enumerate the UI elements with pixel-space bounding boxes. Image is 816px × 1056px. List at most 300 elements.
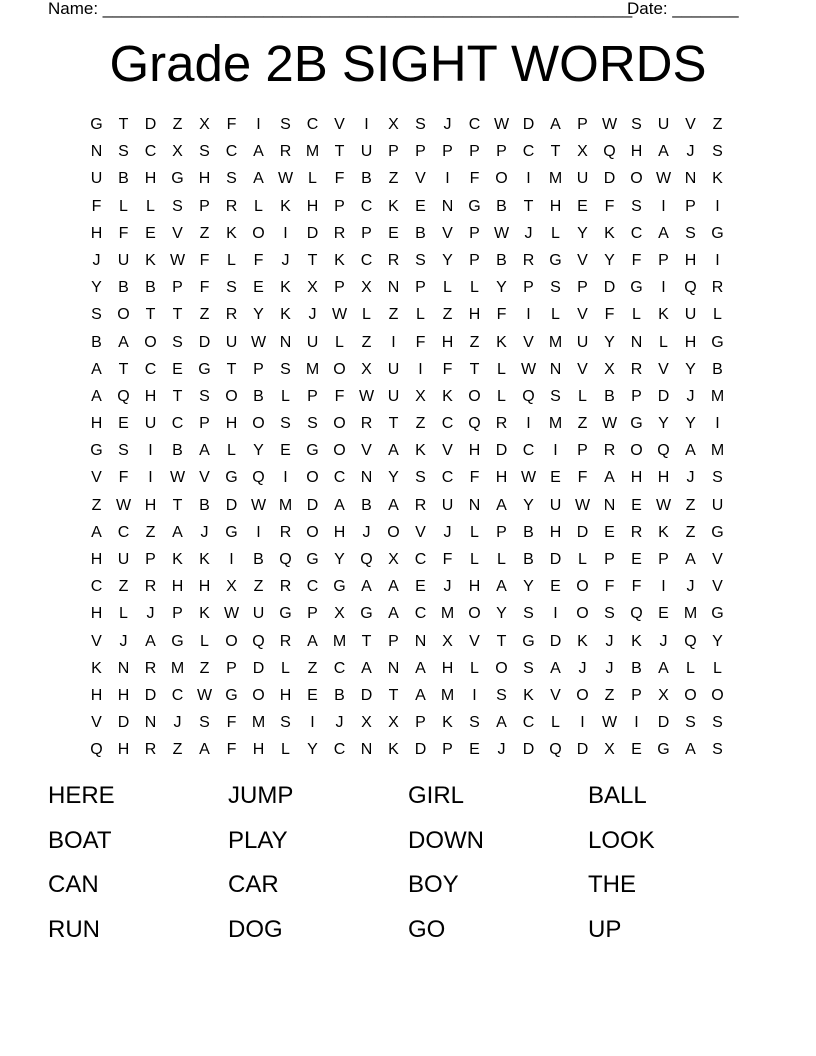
grid-letter[interactable]: D <box>144 686 157 704</box>
grid-letter[interactable]: K <box>280 197 291 215</box>
grid-letter[interactable]: G <box>333 578 346 596</box>
grid-letter[interactable]: J <box>200 523 209 541</box>
grid-letter[interactable]: E <box>415 578 426 596</box>
grid-letter[interactable]: S <box>469 714 480 732</box>
grid-letter[interactable]: H <box>117 741 130 759</box>
grid-letter[interactable]: B <box>604 387 615 405</box>
grid-letter[interactable]: P <box>631 387 642 405</box>
grid-letter[interactable]: G <box>90 442 103 460</box>
grid-letter[interactable]: H <box>495 469 508 487</box>
grid-letter[interactable]: G <box>711 523 724 541</box>
grid-letter[interactable]: Y <box>523 496 534 514</box>
grid-letter[interactable]: V <box>712 551 723 568</box>
grid-letter[interactable]: W <box>250 333 267 351</box>
grid-letter[interactable]: Y <box>685 360 696 378</box>
grid-letter[interactable]: U <box>360 143 373 161</box>
grid-letter[interactable]: Y <box>685 415 696 433</box>
grid-letter[interactable]: L <box>119 197 128 215</box>
grid-letter[interactable]: L <box>443 279 452 297</box>
grid-letter[interactable]: E <box>550 578 561 596</box>
grid-letter[interactable]: B <box>415 224 426 242</box>
grid-letter[interactable]: S <box>199 143 210 161</box>
grid-letter[interactable]: E <box>118 415 129 433</box>
grid-letter[interactable]: S <box>685 714 696 732</box>
grid-letter[interactable]: J <box>578 659 587 677</box>
grid-letter[interactable]: A <box>496 496 507 514</box>
grid-letter[interactable]: X <box>604 360 615 378</box>
grid-letter[interactable]: Q <box>549 741 562 759</box>
grid-letter[interactable]: Z <box>577 415 588 433</box>
grid-letter[interactable]: V <box>91 632 102 650</box>
grid-letter[interactable]: T <box>469 360 480 378</box>
grid-letter[interactable]: G <box>657 741 670 759</box>
grid-letter[interactable]: Z <box>199 224 210 242</box>
grid-letter[interactable]: I <box>661 578 666 596</box>
grid-letter[interactable]: Z <box>172 741 183 759</box>
grid-letter[interactable]: A <box>685 551 696 568</box>
grid-letter[interactable]: W <box>331 306 348 324</box>
grid-letter[interactable]: W <box>520 469 537 487</box>
grid-letter[interactable]: F <box>118 224 129 242</box>
grid-letter[interactable]: S <box>685 224 696 242</box>
grid-letter[interactable]: A <box>145 632 156 650</box>
grid-letter[interactable]: P <box>577 279 588 297</box>
grid-letter[interactable]: A <box>199 442 210 460</box>
grid-letter[interactable]: F <box>253 251 264 269</box>
grid-letter[interactable]: V <box>361 442 372 460</box>
grid-letter[interactable]: F <box>604 197 615 215</box>
grid-letter[interactable]: L <box>227 442 236 460</box>
grid-letter[interactable]: K <box>226 224 237 242</box>
grid-letter[interactable]: C <box>90 578 103 596</box>
grid-letter[interactable]: C <box>306 116 319 133</box>
grid-letter[interactable]: H <box>657 469 670 487</box>
grid-letter[interactable]: E <box>280 442 291 460</box>
grid-letter[interactable]: U <box>657 116 670 133</box>
grid-letter[interactable]: G <box>171 170 184 188</box>
grid-letter[interactable]: U <box>549 496 562 514</box>
grid-letter[interactable]: R <box>279 578 292 596</box>
grid-letter[interactable]: P <box>658 551 669 568</box>
grid-letter[interactable]: E <box>253 279 264 297</box>
grid-letter[interactable]: O <box>333 442 346 460</box>
grid-letter[interactable]: V <box>199 469 210 487</box>
grid-letter[interactable]: X <box>199 116 210 133</box>
grid-letter[interactable]: F <box>226 714 237 732</box>
grid-letter[interactable]: P <box>226 659 237 677</box>
grid-letter[interactable]: R <box>144 741 157 759</box>
grid-letter[interactable]: I <box>553 605 558 623</box>
grid-letter[interactable]: T <box>388 415 399 433</box>
grid-letter[interactable]: O <box>468 387 481 405</box>
grid-letter[interactable]: N <box>387 279 400 297</box>
grid-letter[interactable]: M <box>548 333 563 351</box>
grid-letter[interactable]: N <box>549 360 562 378</box>
grid-letter[interactable]: S <box>496 686 507 704</box>
grid-letter[interactable]: E <box>604 523 615 541</box>
grid-letter[interactable]: P <box>145 551 156 568</box>
grid-letter[interactable]: E <box>577 197 588 215</box>
grid-letter[interactable]: Y <box>496 279 507 297</box>
grid-letter[interactable]: F <box>199 279 210 297</box>
grid-letter[interactable]: H <box>144 170 157 188</box>
grid-letter[interactable]: O <box>576 605 589 623</box>
grid-letter[interactable]: B <box>523 523 534 541</box>
grid-letter[interactable]: V <box>523 333 534 351</box>
grid-letter[interactable]: A <box>658 659 669 677</box>
grid-letter[interactable]: Q <box>117 387 130 405</box>
grid-letter[interactable]: K <box>199 551 210 568</box>
grid-letter[interactable]: C <box>441 469 454 487</box>
grid-letter[interactable]: I <box>715 415 720 433</box>
grid-letter[interactable]: D <box>603 170 616 188</box>
grid-letter[interactable]: M <box>332 632 347 650</box>
grid-letter[interactable]: U <box>576 170 589 188</box>
date-field[interactable]: Date: _______ <box>627 0 739 18</box>
grid-letter[interactable]: P <box>334 279 345 297</box>
grid-letter[interactable]: Y <box>91 279 102 297</box>
grid-letter[interactable]: T <box>334 143 345 161</box>
grid-letter[interactable]: U <box>684 306 697 324</box>
grid-letter[interactable]: R <box>495 415 508 433</box>
grid-letter[interactable]: W <box>277 170 294 188</box>
grid-letter[interactable]: H <box>441 659 454 677</box>
grid-letter[interactable]: A <box>685 442 696 460</box>
grid-letter[interactable]: N <box>90 143 103 161</box>
grid-letter[interactable]: C <box>522 143 535 161</box>
grid-letter[interactable]: I <box>310 714 315 732</box>
grid-letter[interactable]: H <box>90 686 103 704</box>
grid-letter[interactable]: L <box>146 197 155 215</box>
grid-letter[interactable]: R <box>630 360 643 378</box>
grid-letter[interactable]: F <box>334 387 345 405</box>
grid-letter[interactable]: J <box>686 387 695 405</box>
grid-letter[interactable]: F <box>577 469 588 487</box>
grid-letter[interactable]: L <box>254 197 263 215</box>
grid-letter[interactable]: D <box>414 741 427 759</box>
grid-letter[interactable]: K <box>442 714 453 732</box>
grid-letter[interactable]: P <box>631 686 642 704</box>
grid-letter[interactable]: T <box>226 360 237 378</box>
grid-letter[interactable]: N <box>360 469 373 487</box>
grid-letter[interactable]: I <box>256 523 261 541</box>
grid-letter[interactable]: D <box>144 116 157 133</box>
grid-letter[interactable]: A <box>388 442 399 460</box>
grid-letter[interactable]: C <box>360 251 373 269</box>
grid-letter[interactable]: A <box>361 659 372 677</box>
grid-letter[interactable]: X <box>388 116 399 133</box>
grid-letter[interactable]: G <box>630 415 643 433</box>
grid-letter[interactable]: D <box>549 632 562 650</box>
grid-letter[interactable]: P <box>496 143 507 161</box>
grid-letter[interactable]: H <box>90 224 103 242</box>
grid-letter[interactable]: J <box>659 632 668 650</box>
grid-letter[interactable]: K <box>91 659 102 677</box>
grid-letter[interactable]: H <box>144 387 157 405</box>
grid-letter[interactable]: B <box>712 360 723 378</box>
grid-letter[interactable]: K <box>523 686 534 704</box>
grid-letter[interactable]: F <box>604 578 615 596</box>
grid-letter[interactable]: K <box>415 442 426 460</box>
grid-letter[interactable]: H <box>468 578 481 596</box>
grid-letter[interactable]: S <box>712 714 723 732</box>
grid-letter[interactable]: A <box>172 523 183 541</box>
grid-letter[interactable]: R <box>360 415 373 433</box>
grid-letter[interactable]: H <box>630 143 643 161</box>
grid-letter[interactable]: S <box>415 116 426 133</box>
grid-letter[interactable]: P <box>334 197 345 215</box>
grid-letter[interactable]: W <box>169 251 186 269</box>
grid-letter[interactable]: Q <box>603 143 616 161</box>
grid-letter[interactable]: D <box>225 496 238 514</box>
grid-letter[interactable]: K <box>388 197 399 215</box>
grid-letter[interactable]: R <box>603 442 616 460</box>
grid-letter[interactable]: L <box>497 551 506 568</box>
grid-letter[interactable]: C <box>144 143 157 161</box>
grid-letter[interactable]: Z <box>469 333 480 351</box>
grid-letter[interactable]: O <box>144 333 157 351</box>
grid-letter[interactable]: P <box>415 143 426 161</box>
grid-letter[interactable]: G <box>306 442 319 460</box>
grid-letter[interactable]: G <box>225 523 238 541</box>
grid-letter[interactable]: E <box>631 551 642 568</box>
grid-letter[interactable]: L <box>470 551 479 568</box>
grid-letter[interactable]: H <box>684 333 697 351</box>
grid-letter[interactable]: D <box>306 496 319 514</box>
grid-letter[interactable]: B <box>253 387 264 405</box>
grid-letter[interactable]: P <box>388 143 399 161</box>
grid-letter[interactable]: C <box>522 714 535 732</box>
grid-letter[interactable]: X <box>361 279 372 297</box>
grid-letter[interactable]: A <box>658 224 669 242</box>
grid-letter[interactable]: M <box>710 387 725 405</box>
grid-letter[interactable]: T <box>550 143 561 161</box>
grid-letter[interactable]: C <box>117 523 130 541</box>
grid-letter[interactable]: V <box>712 578 723 596</box>
grid-letter[interactable]: A <box>604 469 615 487</box>
grid-letter[interactable]: B <box>361 170 372 188</box>
grid-letter[interactable]: K <box>199 605 210 623</box>
grid-letter[interactable]: R <box>225 197 238 215</box>
grid-letter[interactable]: A <box>91 387 102 405</box>
grid-letter[interactable]: C <box>360 197 373 215</box>
grid-letter[interactable]: M <box>710 442 725 460</box>
grid-letter[interactable]: J <box>686 143 695 161</box>
grid-letter[interactable]: V <box>469 632 480 650</box>
grid-letter[interactable]: A <box>253 170 264 188</box>
grid-letter[interactable]: S <box>550 387 561 405</box>
grid-letter[interactable]: M <box>548 170 563 188</box>
grid-letter[interactable]: L <box>119 605 128 623</box>
grid-letter[interactable]: N <box>387 659 400 677</box>
grid-letter[interactable]: O <box>630 170 643 188</box>
grid-letter[interactable]: A <box>415 659 426 677</box>
grid-letter[interactable]: U <box>387 387 400 405</box>
grid-letter[interactable]: G <box>711 333 724 351</box>
grid-letter[interactable]: J <box>443 578 452 596</box>
grid-letter[interactable]: F <box>226 116 237 133</box>
grid-letter[interactable]: M <box>251 714 266 732</box>
grid-letter[interactable]: X <box>388 551 399 568</box>
grid-letter[interactable]: L <box>200 632 209 650</box>
grid-letter[interactable]: O <box>306 523 319 541</box>
grid-letter[interactable]: H <box>630 469 643 487</box>
grid-letter[interactable]: S <box>199 387 210 405</box>
grid-letter[interactable]: K <box>577 632 588 650</box>
grid-letter[interactable]: Z <box>361 333 372 351</box>
grid-letter[interactable]: D <box>522 116 535 133</box>
grid-letter[interactable]: C <box>171 415 184 433</box>
grid-letter[interactable]: Z <box>415 415 426 433</box>
grid-letter[interactable]: B <box>253 551 264 568</box>
grid-letter[interactable]: O <box>225 632 238 650</box>
grid-letter[interactable]: N <box>603 496 616 514</box>
grid-letter[interactable]: I <box>148 442 153 460</box>
grid-letter[interactable]: I <box>445 170 450 188</box>
grid-letter[interactable]: F <box>469 170 480 188</box>
grid-letter[interactable]: D <box>360 686 373 704</box>
grid-letter[interactable]: I <box>661 279 666 297</box>
grid-letter[interactable]: J <box>443 523 452 541</box>
grid-letter[interactable]: L <box>686 659 695 677</box>
grid-letter[interactable]: B <box>145 279 156 297</box>
grid-letter[interactable]: S <box>226 279 237 297</box>
grid-letter[interactable]: A <box>550 116 561 133</box>
grid-letter[interactable]: W <box>493 116 510 133</box>
grid-letter[interactable]: B <box>631 659 642 677</box>
grid-letter[interactable]: V <box>415 523 426 541</box>
grid-letter[interactable]: S <box>712 143 723 161</box>
grid-letter[interactable]: T <box>523 197 534 215</box>
grid-letter[interactable]: N <box>630 333 643 351</box>
grid-letter[interactable]: N <box>360 741 373 759</box>
grid-letter[interactable]: B <box>496 197 507 215</box>
grid-letter[interactable]: O <box>225 387 238 405</box>
grid-letter[interactable]: U <box>387 360 400 378</box>
grid-letter[interactable]: I <box>661 197 666 215</box>
grid-letter[interactable]: V <box>577 251 588 269</box>
grid-letter[interactable]: L <box>659 333 668 351</box>
grid-letter[interactable]: F <box>199 251 210 269</box>
grid-letter[interactable]: B <box>523 551 534 568</box>
grid-letter[interactable]: Q <box>360 551 373 568</box>
grid-letter[interactable]: P <box>172 605 183 623</box>
grid-letter[interactable]: Q <box>684 632 697 650</box>
grid-letter[interactable]: S <box>226 170 237 188</box>
grid-letter[interactable]: O <box>495 170 508 188</box>
grid-letter[interactable]: Y <box>577 224 588 242</box>
grid-letter[interactable]: M <box>548 415 563 433</box>
grid-letter[interactable]: W <box>601 714 618 732</box>
grid-letter[interactable]: D <box>603 279 616 297</box>
grid-letter[interactable]: F <box>631 578 642 596</box>
grid-letter[interactable]: M <box>683 605 698 623</box>
grid-letter[interactable]: X <box>307 279 318 297</box>
grid-letter[interactable]: X <box>226 578 237 596</box>
grid-letter[interactable]: B <box>118 279 129 297</box>
grid-letter[interactable]: B <box>199 496 210 514</box>
grid-letter[interactable]: A <box>685 741 696 759</box>
grid-letter[interactable]: H <box>117 686 130 704</box>
grid-letter[interactable]: F <box>415 333 426 351</box>
grid-letter[interactable]: O <box>333 415 346 433</box>
grid-letter[interactable]: S <box>307 415 318 433</box>
grid-letter[interactable]: P <box>577 116 588 133</box>
grid-letter[interactable]: S <box>712 469 723 487</box>
grid-letter[interactable]: R <box>711 279 724 297</box>
grid-letter[interactable]: G <box>468 197 481 215</box>
grid-letter[interactable]: G <box>90 116 103 133</box>
grid-letter[interactable]: V <box>442 224 453 242</box>
grid-letter[interactable]: F <box>631 251 642 269</box>
grid-letter[interactable]: E <box>631 496 642 514</box>
grid-letter[interactable]: I <box>526 170 531 188</box>
grid-letter[interactable]: A <box>388 578 399 596</box>
grid-letter[interactable]: F <box>91 197 102 215</box>
grid-letter[interactable]: Q <box>252 469 265 487</box>
grid-letter[interactable]: O <box>684 686 697 704</box>
grid-letter[interactable]: U <box>117 251 130 269</box>
grid-letter[interactable]: V <box>658 360 669 378</box>
grid-letter[interactable]: P <box>199 415 210 433</box>
grid-letter[interactable]: P <box>361 224 372 242</box>
grid-letter[interactable]: Q <box>684 279 697 297</box>
grid-letter[interactable]: Z <box>388 170 399 188</box>
grid-letter[interactable]: L <box>362 306 371 324</box>
grid-letter[interactable]: Z <box>685 496 696 514</box>
grid-letter[interactable]: R <box>387 251 400 269</box>
grid-letter[interactable]: A <box>91 523 102 541</box>
grid-letter[interactable]: Z <box>442 306 453 324</box>
grid-letter[interactable]: K <box>496 333 507 351</box>
grid-letter[interactable]: Y <box>334 551 345 568</box>
grid-letter[interactable]: H <box>225 415 238 433</box>
grid-letter[interactable]: V <box>550 686 561 704</box>
grid-letter[interactable]: A <box>334 496 345 514</box>
grid-letter[interactable]: A <box>307 632 318 650</box>
grid-letter[interactable]: W <box>169 469 186 487</box>
grid-letter[interactable]: R <box>225 306 238 324</box>
grid-letter[interactable]: P <box>469 251 480 269</box>
grid-letter[interactable]: L <box>281 387 290 405</box>
grid-letter[interactable]: A <box>658 143 669 161</box>
grid-letter[interactable]: W <box>493 224 510 242</box>
grid-letter[interactable]: I <box>715 251 720 269</box>
grid-letter[interactable]: G <box>279 605 292 623</box>
grid-letter[interactable]: Y <box>253 306 264 324</box>
grid-letter[interactable]: H <box>144 496 157 514</box>
grid-letter[interactable]: C <box>414 551 427 568</box>
grid-letter[interactable]: N <box>279 333 292 351</box>
grid-letter[interactable]: D <box>117 714 130 732</box>
grid-letter[interactable]: M <box>440 686 455 704</box>
grid-letter[interactable]: O <box>495 659 508 677</box>
grid-letter[interactable]: I <box>283 469 288 487</box>
grid-letter[interactable]: O <box>576 578 589 596</box>
grid-letter[interactable]: K <box>712 170 723 188</box>
grid-letter[interactable]: J <box>146 605 155 623</box>
grid-letter[interactable]: L <box>308 170 317 188</box>
grid-letter[interactable]: U <box>711 496 724 514</box>
grid-letter[interactable]: V <box>91 469 102 487</box>
grid-letter[interactable]: A <box>361 578 372 596</box>
grid-letter[interactable]: H <box>171 578 184 596</box>
grid-letter[interactable]: S <box>523 605 534 623</box>
grid-letter[interactable]: I <box>526 306 531 324</box>
grid-letter[interactable]: W <box>358 387 375 405</box>
grid-letter[interactable]: P <box>199 197 210 215</box>
grid-letter[interactable]: L <box>416 306 425 324</box>
